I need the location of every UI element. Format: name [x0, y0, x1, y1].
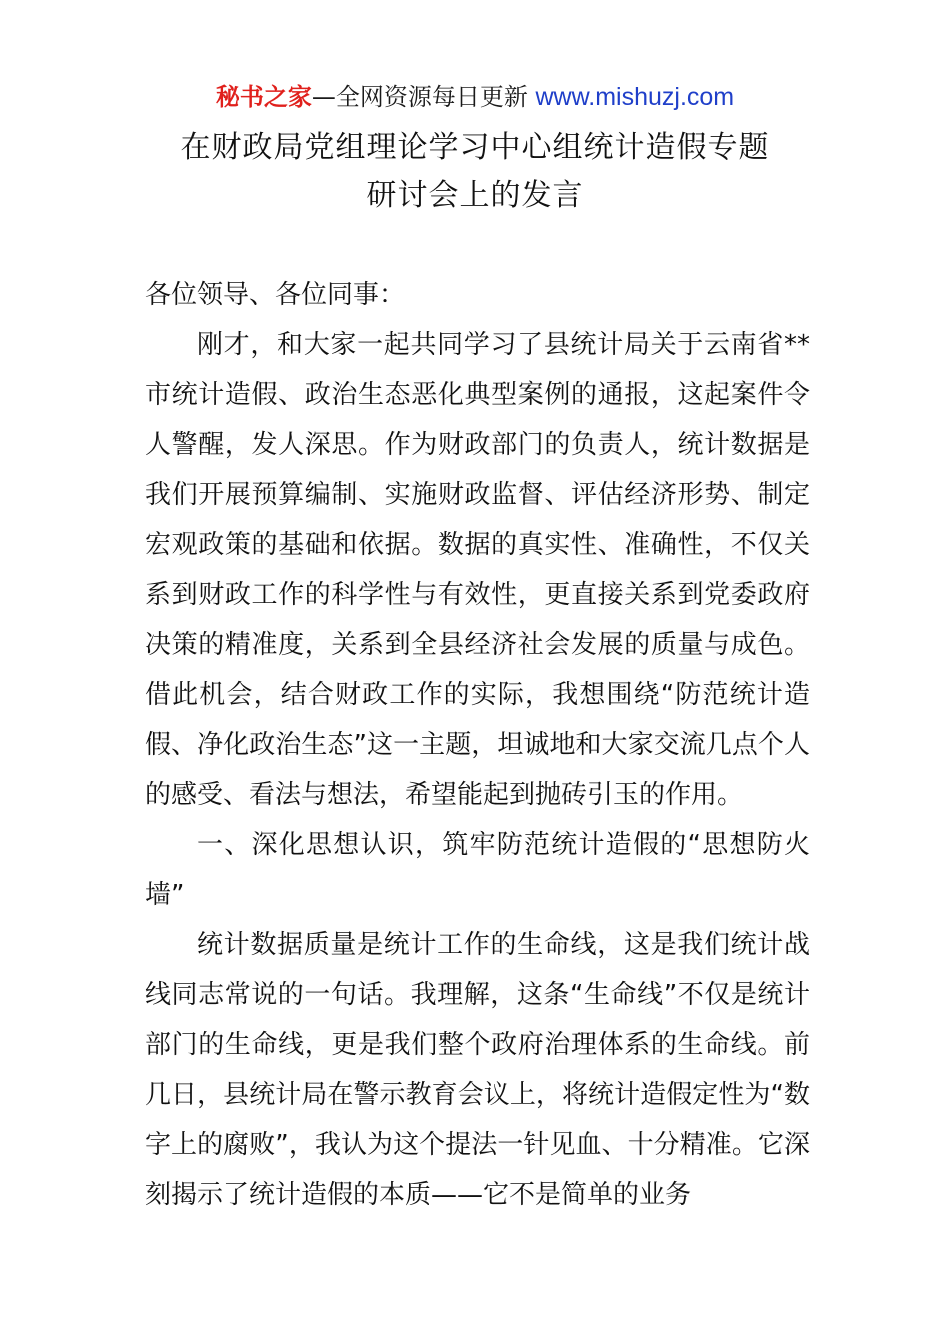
- paragraph-intro: 刚才，和大家一起共同学习了县统计局关于云南省**市统计造假、政治生态恶化典型案例的通报，这起案件令人警醒，发人深思。作为财政部门的负责人，统计数据是我们开展预算编制、实施财政监督、评估经济形势、制定宏观政策的基础和依据。数据的真实性、准确性，不仅关系到财政工作的科学性与有效性，更直接关系到党委政府决策的精准度，关系到全县经济社会发展的质量与成色。借此机会，结合财政工作的实际，我想围绕“防范统计造假、净化政治生态”这一主题，坦诚地和大家交流几点个人的感受、看法与想法，希望能起到抛砖引玉的作用。: [145, 330, 810, 810]
- document-title: [0, 124, 950, 220]
- site-banner: [0, 80, 950, 114]
- site-url-link[interactable]: www.mishuzj.com: [535, 83, 735, 111]
- document-body: [145, 270, 810, 1220]
- title-line-1: 在财政局党组理论学习中心组统计造假专题: [180, 130, 770, 165]
- salutation: 各位领导、各位同事：: [145, 280, 406, 310]
- section-heading-1: 一、深化思想认识，筑牢防范统计造假的“思想防火墙”: [145, 830, 810, 910]
- title-line-2: 研讨会上的发言: [366, 178, 584, 213]
- paragraph-section-1: 统计数据质量是统计工作的生命线，这是我们统计战线同志常说的一句话。我理解，这条“生命线”不仅是统计部门的生命线，更是我们整个政府治理体系的生命线。前几日，县统计局在警示教育会议上，将统计造假定性为“数字上的腐败”，我认为这个提法一针见血、十分精准。它深刻揭示了统计造假的本质——它不是简单的业务: [145, 930, 810, 1210]
- banner-tagline: —全网资源每日更新: [311, 83, 528, 111]
- brand-name: 秘书之家: [215, 83, 312, 111]
